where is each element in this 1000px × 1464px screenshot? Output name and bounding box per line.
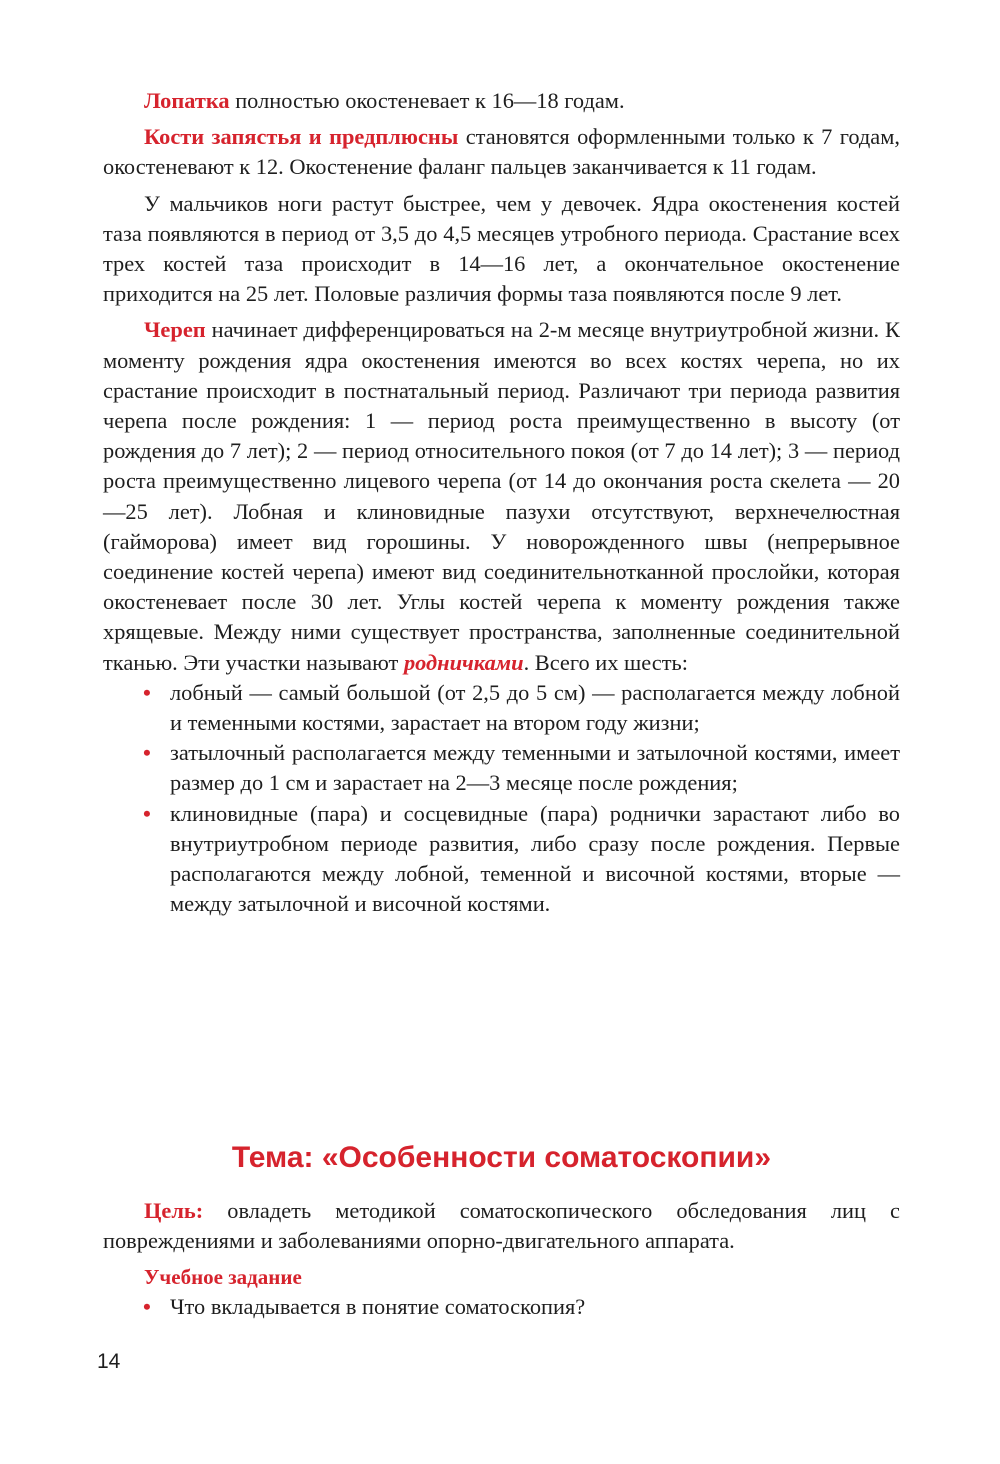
task-list bbox=[103, 1292, 900, 1322]
goal-label: Цель: bbox=[144, 1198, 204, 1223]
list-item-text: затылочный располагается между теменными и затылочной костями, имеет размер до 1 см и зарастает на 2—3 месяце после рождения; bbox=[170, 740, 900, 796]
fontanelle-list bbox=[103, 678, 900, 920]
list-item bbox=[103, 1292, 900, 1322]
term-wrist-bones: Кости запястья и предплюсны bbox=[144, 124, 459, 150]
list-item bbox=[103, 738, 900, 798]
paragraph-text: становятся оформленными только к 7 годам, окостеневают к 12. Окостенение фаланг пальцев заканчивается к 11 годам. bbox=[103, 124, 900, 180]
list-item-text: лобный — самый большой (от 2,5 до 5 см) — располагается между лобной и теменными костями, зарастает на втором году жизни; bbox=[170, 679, 900, 736]
paragraph-pelvis: У мальчиков ноги растут быстрее, чем у девочек. Ядра окостенения костей таза появляются в период от 3,5 до 4,5 месяцев утробного периода. Срастание всех трех костей таза происходит в 14—16 лет, а окончательное окостенение приходится на 25 лет. Половые различия формы таза появляются после 9 лет. bbox=[103, 190, 900, 307]
topic-section bbox=[103, 1196, 900, 1323]
list-item bbox=[103, 799, 900, 920]
bullet-icon: • bbox=[143, 1294, 151, 1320]
list-item bbox=[103, 678, 900, 738]
term-skull: Череп bbox=[144, 317, 206, 343]
main-text bbox=[103, 86, 900, 919]
paragraph-wrist-bones bbox=[103, 122, 900, 182]
page-number: 14 bbox=[97, 1350, 121, 1373]
paragraph-scapula bbox=[103, 86, 900, 116]
task-heading: Учебное задание bbox=[144, 1265, 302, 1290]
bullet-icon: • bbox=[143, 800, 151, 826]
paragraph-text: начинает дифференцироваться на 2-м месяце внутриутробной жизни. К моменту рождения ядра окостенения имеются во всех костях черепа, но их срастание происходит в постнатальный период. Различают три периода развития черепа после рождения: 1 — период роста преимущественно в высоту (от рождения до 7 лет); 2 — период относительного покоя (от 7 до 14 лет); 3 — период роста преимущественно лицевого черепа (от 14 до окончания роста скелета — 20—25 лет). Лобная и клиновидные пазухи отсутствуют, верхнечелюстная (гайморова) имеет вид горошины. У новорожденного швы (непрерывное соединение костей черепа) имеют вид соединительнотканной прослойки, которая окостеневает после 30 лет. Углы костей черепа к моменту рождения также хрящевые. Между ними существует пространства, заполненные соединительной тканью. Эти участки называют bbox=[103, 317, 900, 675]
list-item-text: клиновидные (пара) и сосцевидные (пара) роднички зарастают либо во внутриутробном периоде развития, либо сразу после рождения. Первые располагаются между лобной, теменной и височной костями, вторые — между затылочной и височной костями. bbox=[170, 800, 900, 917]
paragraph-text: полностью окостеневает к 16—18 годам. bbox=[229, 88, 625, 113]
paragraph-skull bbox=[103, 315, 900, 677]
paragraph-tail: . Всего их шесть: bbox=[523, 649, 688, 675]
list-item-text: Что вкладывается в понятие соматоскопия? bbox=[170, 1294, 586, 1320]
bullet-icon: • bbox=[143, 740, 151, 766]
goal-paragraph bbox=[103, 1196, 900, 1256]
term-scapula: Лопатка bbox=[144, 88, 230, 113]
goal-text: овладеть методикой соматоскопического обследования лиц с повреждениями и заболеваниями опорно-двигательного аппарата. bbox=[103, 1198, 900, 1254]
term-fontanelles: родничками bbox=[403, 649, 524, 675]
bullet-icon: • bbox=[143, 679, 151, 705]
topic-heading: Тема: «Особенности соматоскопии» bbox=[231, 1141, 772, 1174]
